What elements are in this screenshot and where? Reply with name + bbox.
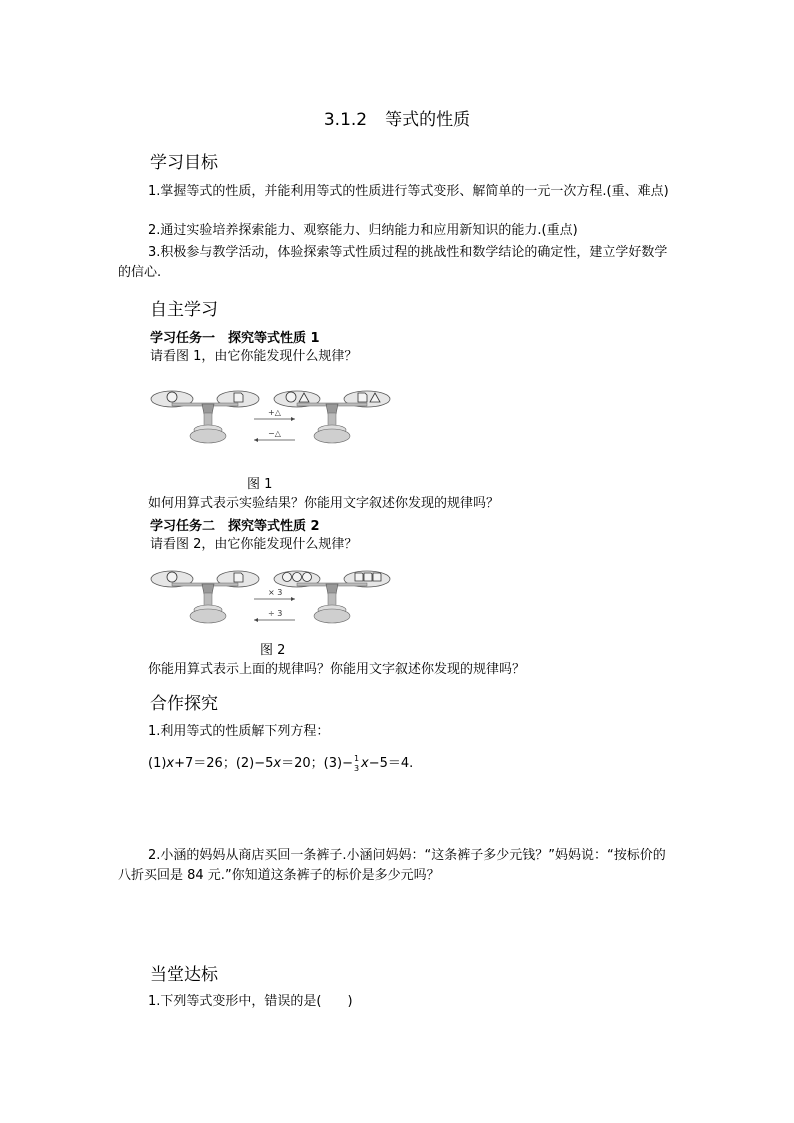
eq-part: ＝20；(3)−: [281, 756, 353, 771]
goal-item-2: 2.通过实验培养探索能力、观察能力、归纳能力和应用新知识的能力.(重点): [148, 223, 578, 238]
figure-2-balance: [150, 564, 395, 630]
goal-item-1: 1.掌握等式的性质，并能利用等式的性质进行等式变形、解简单的一元一次方程.(重、难点): [148, 184, 669, 199]
frac-numerator: 1: [353, 753, 360, 763]
coop-q2: 2.小涵的妈妈从商店买回一条裤子.小涵问妈妈：“这条裤子多少元钱？”妈妈说：“按标价的八折买回是 84 元.”你知道这条裤子的标价是多少元吗？: [118, 848, 666, 883]
coop-q1: 1.利用等式的性质解下列方程：: [148, 724, 330, 739]
eq-part: +7＝26；(2)−5: [174, 756, 274, 771]
task1-title: 学习任务一 探究等式性质 1: [150, 331, 320, 346]
frac-denominator: 3: [353, 763, 360, 773]
coop-heading: 合作探究: [150, 694, 218, 714]
eq-var: x: [360, 756, 369, 771]
goal-item-3: 3.积极参与教学活动，体验探索等式性质过程的挑战性和数学结论的确定性，建立学好数学的信心.: [118, 245, 668, 280]
balance-right-1: [274, 391, 390, 443]
coop-equations: [148, 754, 413, 774]
goals-heading: 学习目标: [150, 153, 218, 173]
figure-1-caption: 图 1: [247, 477, 273, 492]
page-title: [0, 105, 794, 130]
eq-part: −5＝4.: [368, 756, 414, 771]
task2-title: 学习任务二 探究等式性质 2: [150, 519, 320, 534]
title-number: 3.1.2: [323, 110, 368, 130]
self-study-heading: 自主学习: [150, 300, 218, 320]
task2-prompt: 请看图 2，由它你能发现什么规律？: [150, 537, 358, 552]
balance-left-2: [151, 571, 259, 623]
eq-var: x: [273, 756, 282, 771]
fig1-arrow-bottom: −△: [268, 429, 281, 438]
task1-prompt: 请看图 1，由它你能发现什么规律？: [150, 349, 358, 364]
test-q1: 1.下列等式变形中，错误的是( ): [148, 994, 353, 1009]
fig2-arrow-top: × 3: [268, 588, 283, 597]
balance-right-2: [274, 571, 390, 623]
figure-1-balance: [150, 384, 395, 450]
eq-part: (1): [148, 756, 167, 771]
fraction-one-third: [353, 753, 361, 773]
task2-question: 你能用算式表示上面的规律吗？你能用文字叙述你发现的规律吗？: [148, 662, 526, 677]
fig2-arrow-bottom: ÷ 3: [268, 609, 283, 618]
eq-var: x: [166, 756, 175, 771]
title-text: 等式的性质: [385, 110, 471, 130]
task1-question: 如何用算式表示实验结果？你能用文字叙述你发现的规律吗？: [148, 496, 500, 511]
balance-left-1: [151, 391, 259, 443]
figure-2-caption: 图 2: [260, 643, 286, 658]
fig1-arrow-top: +△: [268, 408, 281, 417]
test-heading: 当堂达标: [150, 965, 218, 985]
